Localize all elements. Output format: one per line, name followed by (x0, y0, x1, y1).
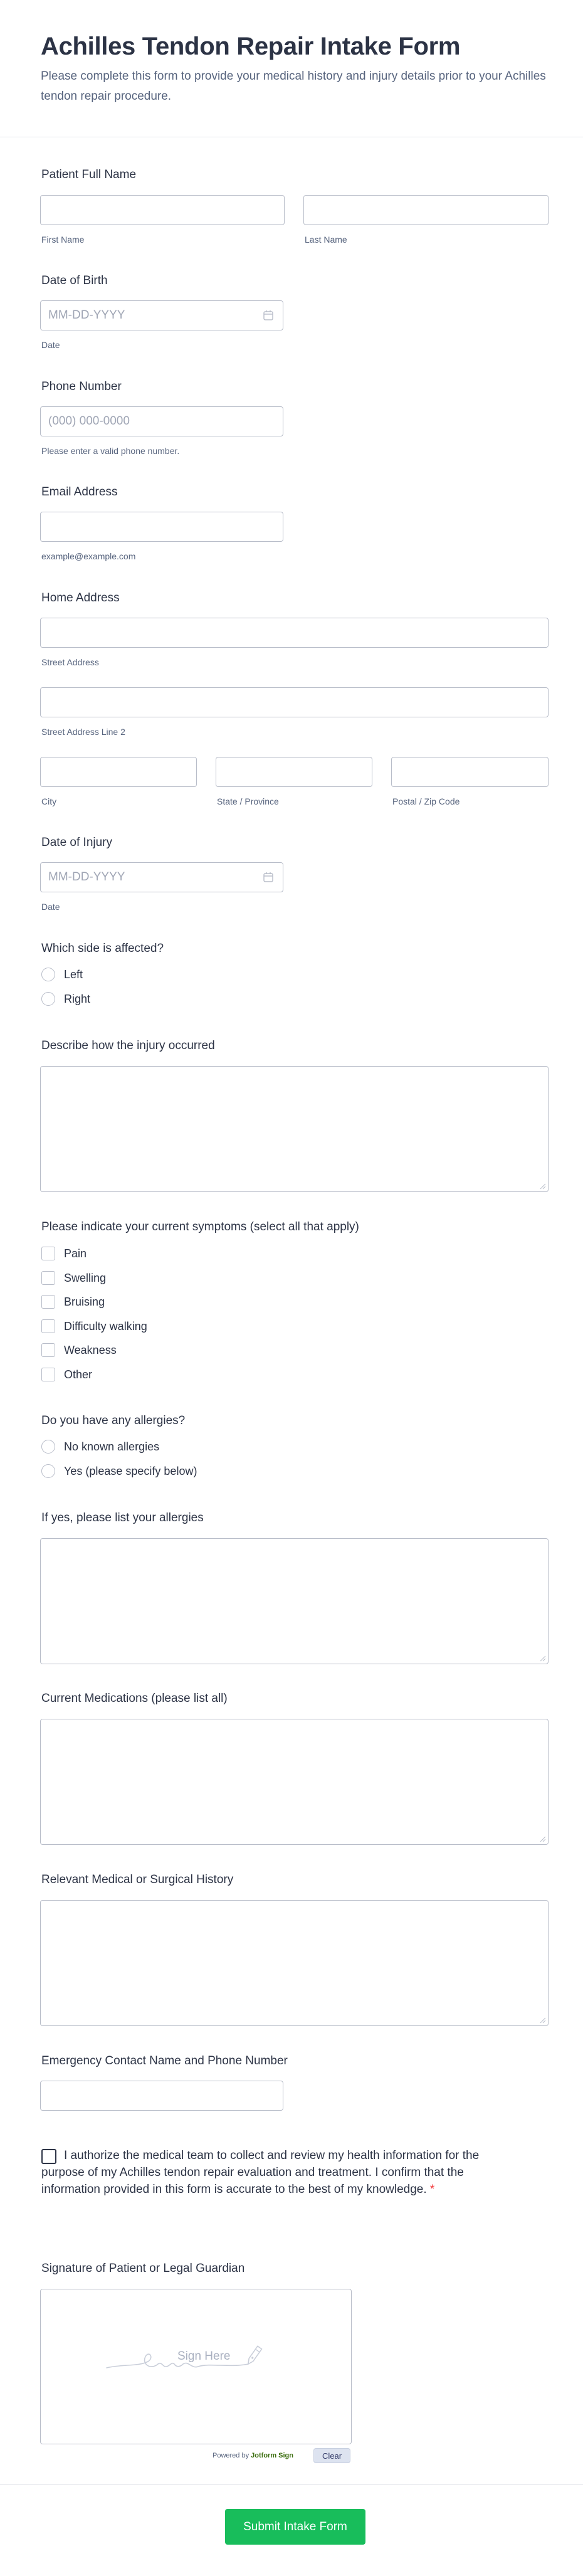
symptom-option[interactable] (41, 1342, 117, 1358)
allergy-option-yes[interactable] (41, 1463, 197, 1479)
symptom-option-label: Weakness (64, 1343, 117, 1356)
side-option-right[interactable] (41, 991, 90, 1007)
radio-button[interactable] (41, 1440, 55, 1454)
form-title: Achilles Tendon Repair Intake Form (41, 33, 461, 60)
resize-handle-icon[interactable] (540, 1836, 546, 1842)
symptom-option[interactable] (41, 1366, 92, 1383)
zip-input[interactable] (391, 757, 549, 787)
checkbox[interactable] (41, 1247, 55, 1260)
side-option-label: Left (64, 968, 83, 981)
email-label: Email Address (41, 485, 118, 499)
state-sublabel: State / Province (217, 796, 279, 806)
checkbox[interactable] (41, 1368, 55, 1381)
signature-hint: Sign Here (177, 2350, 231, 2363)
resize-handle-icon[interactable] (540, 1655, 546, 1662)
street-address-line2-input[interactable] (40, 687, 549, 717)
last-name-input[interactable] (303, 195, 549, 225)
emergency-contact-input[interactable] (40, 2081, 283, 2111)
city-sublabel: City (41, 796, 57, 806)
symptom-option-label: Other (64, 1368, 93, 1381)
history-label: Relevant Medical or Surgical History (41, 1873, 234, 1886)
symptom-option[interactable] (41, 1270, 106, 1286)
consent-text (41, 2147, 493, 2198)
medications-label: Current Medications (please list all) (41, 1692, 228, 1705)
consent-statement: I authorize the medical team to collect and review my health information for the purpose of my Achilles tendon repair evaluation and treatment. I confirm that the information provided in this form is accurate to the best of my knowledge. (41, 2149, 480, 2196)
symptom-option-label: Difficulty walking (64, 1319, 147, 1333)
email-input[interactable] (40, 512, 283, 542)
street-address-line2-sublabel: Street Address Line 2 (41, 727, 125, 737)
consent-checkbox[interactable] (41, 2149, 56, 2164)
side-label: Which side is affected? (41, 942, 164, 955)
powered-by-prefix: Powered by (213, 2452, 249, 2459)
allergy-option-label: No known allergies (64, 1440, 160, 1453)
signature-label: Signature of Patient or Legal Guardian (41, 2262, 245, 2275)
symptom-option[interactable] (41, 1294, 105, 1310)
symptom-option[interactable] (41, 1245, 87, 1262)
calendar-icon[interactable] (263, 310, 273, 320)
zip-sublabel: Postal / Zip Code (392, 796, 460, 806)
calendar-icon[interactable] (263, 872, 273, 882)
symptom-option[interactable] (41, 1318, 147, 1334)
symptom-option-label: Swelling (64, 1271, 107, 1284)
symptom-option-label: Bruising (64, 1295, 105, 1308)
injury-date-input[interactable] (40, 862, 283, 892)
side-option-label: Right (64, 992, 91, 1005)
form-subtitle: Please complete this form to provide your medical history and injury details prior to your Achilles tendon repair procedure. (41, 70, 546, 103)
dob-input[interactable] (40, 300, 283, 330)
allergy-list-textarea[interactable] (40, 1538, 549, 1664)
radio-button[interactable] (41, 1464, 55, 1478)
street-address-sublabel: Street Address (41, 657, 99, 667)
emergency-contact-label: Emergency Contact Name and Phone Number (41, 2054, 288, 2067)
injury-date-sublabel: Date (41, 902, 60, 912)
injury-description-textarea[interactable] (40, 1066, 549, 1192)
powered-by-text (213, 2452, 293, 2459)
form-header (0, 0, 583, 137)
allergy-list-label: If yes, please list your allergies (41, 1511, 204, 1524)
required-marker: * (429, 2183, 435, 2196)
radio-button[interactable] (41, 968, 55, 981)
patient-name-label: Patient Full Name (41, 168, 137, 181)
address-label: Home Address (41, 591, 120, 604)
resize-handle-icon[interactable] (540, 2017, 546, 2024)
phone-sublabel: Please enter a valid phone number. (41, 446, 180, 456)
allergies-label: Do you have any allergies? (41, 1414, 186, 1427)
street-address-input[interactable] (40, 618, 549, 648)
footer-divider (0, 2484, 583, 2485)
checkbox[interactable] (41, 1319, 55, 1333)
city-input[interactable] (40, 757, 197, 787)
phone-input[interactable] (40, 406, 283, 436)
phone-label: Phone Number (41, 380, 122, 393)
allergy-option-label: Yes (please specify below) (64, 1464, 197, 1477)
jotform-sign-link[interactable]: Jotform Sign (251, 2452, 293, 2459)
first-name-input[interactable] (40, 195, 285, 225)
injury-date-label: Date of Injury (41, 836, 112, 849)
dob-sublabel: Date (41, 340, 60, 350)
clear-signature-button[interactable]: Clear (313, 2448, 350, 2463)
symptom-option-label: Pain (64, 1247, 87, 1260)
injury-description-label: Describe how the injury occurred (41, 1039, 215, 1052)
side-option-left[interactable] (41, 966, 83, 983)
checkbox[interactable] (41, 1295, 55, 1309)
history-textarea[interactable] (40, 1900, 549, 2026)
first-name-sublabel: First Name (41, 235, 85, 245)
resize-handle-icon[interactable] (540, 1183, 546, 1190)
radio-button[interactable] (41, 992, 55, 1006)
last-name-sublabel: Last Name (305, 235, 347, 245)
email-sublabel: example@example.com (41, 551, 136, 561)
dob-label: Date of Birth (41, 274, 108, 287)
submit-button[interactable]: Submit Intake Form (225, 2509, 365, 2545)
medications-textarea[interactable] (40, 1719, 549, 1845)
allergy-option-none[interactable] (41, 1438, 159, 1455)
state-input[interactable] (216, 757, 372, 787)
checkbox[interactable] (41, 1343, 55, 1357)
symptoms-label: Please indicate your current symptoms (select all that apply) (41, 1220, 359, 1233)
checkbox[interactable] (41, 1271, 55, 1285)
